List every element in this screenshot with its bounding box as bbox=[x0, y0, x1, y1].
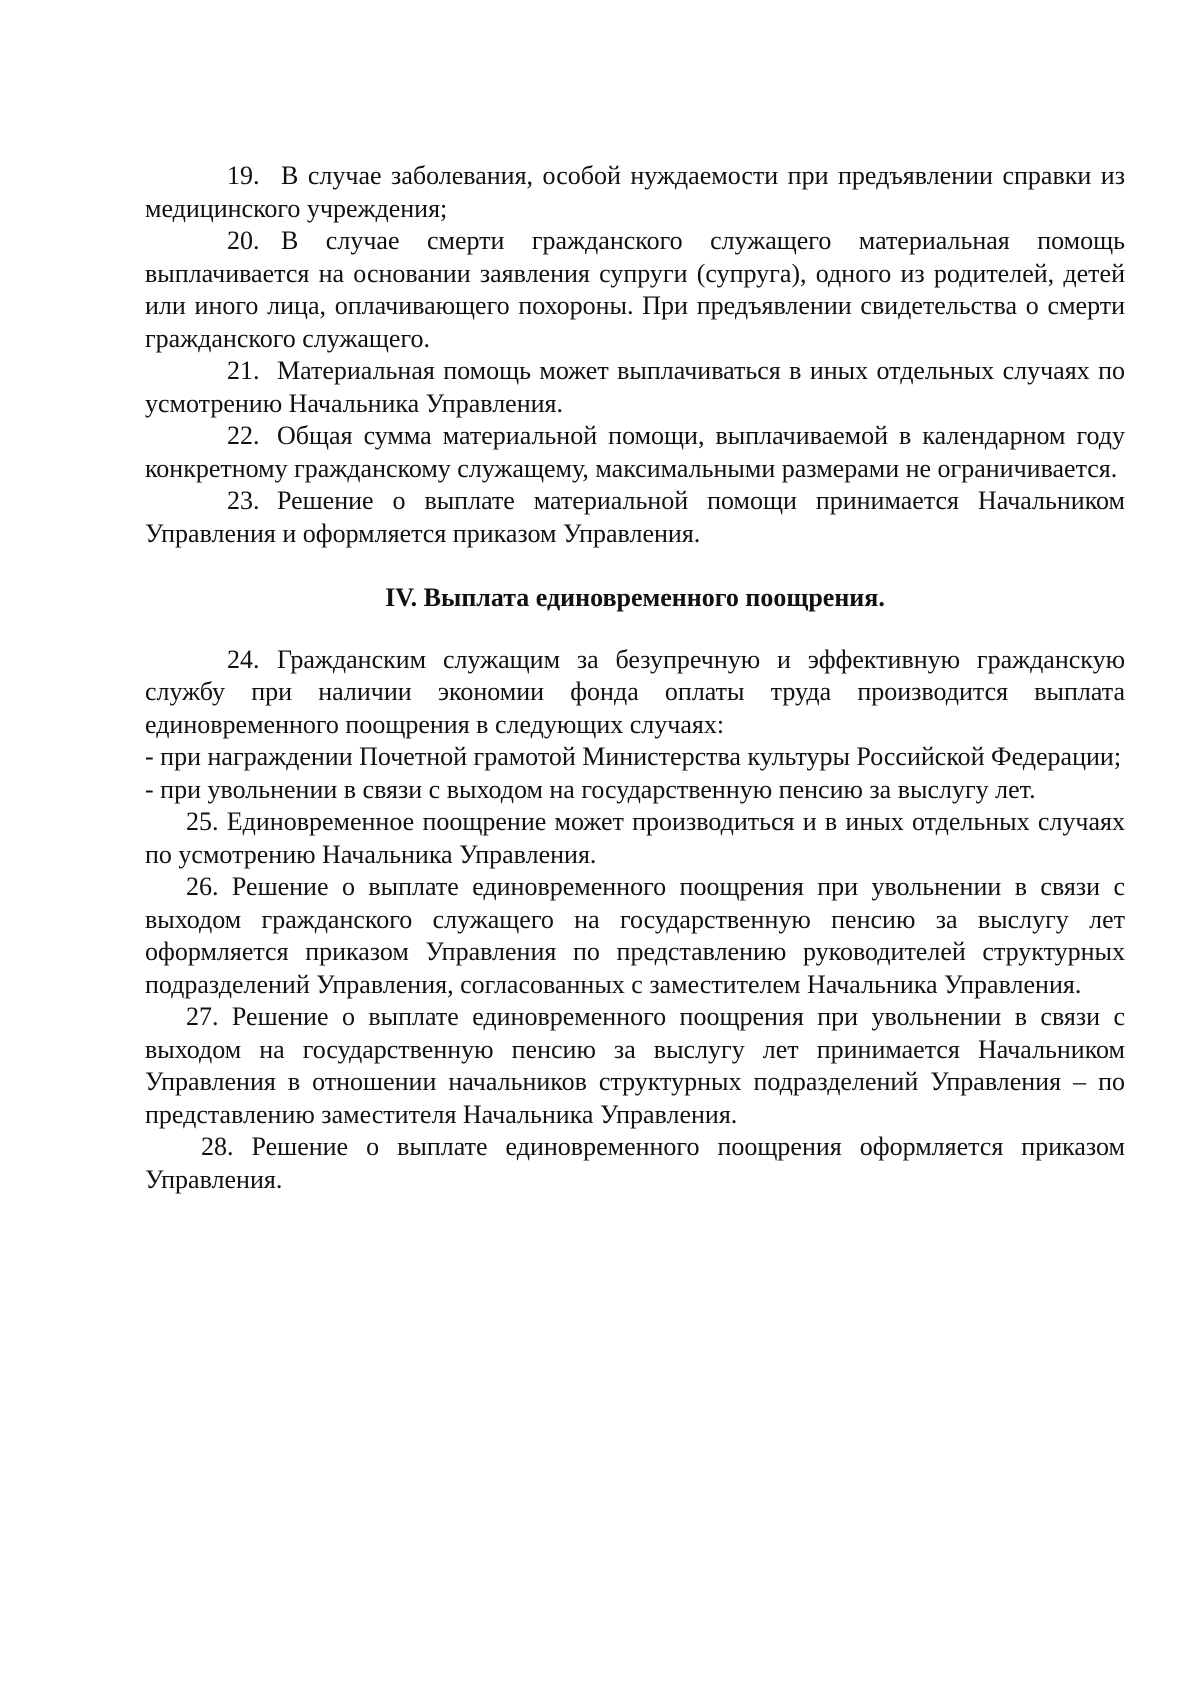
paragraph-20 bbox=[145, 225, 1125, 355]
paragraph-text: Общая сумма материальной помощи, выплачиваемой в календарном году конкретному гражданскому служащему, максимальными размерами не ограничивается. bbox=[145, 421, 1125, 483]
paragraph-28: 28. Решение о выплате единовременного поощрения оформляется приказом Управления. bbox=[145, 1132, 1125, 1194]
paragraph-24 bbox=[145, 644, 1125, 742]
paragraph-number: 20. bbox=[227, 226, 260, 255]
paragraph-number: 22. bbox=[227, 421, 260, 450]
paragraph-23 bbox=[145, 485, 1125, 550]
paragraph-number: 21. bbox=[227, 356, 260, 385]
paragraph-26: 26. Решение о выплате единовременного поощрения при увольнении в связи с выходом гражданского служащего на государственную пенсию за выслугу лет оформляется приказом Управления по представлению руководителей структурных подразделений Управления, согласованных с заместителем Начальника Управления. bbox=[145, 872, 1125, 999]
paragraph-text: В случае смерти гражданского служащего материальная помощь выплачивается на основании заявления супруги (супруга), одного из родителей, детей или иного лица, оплачивающего похороны. При предъявлении свидетельства о смерти гражданского служащего. bbox=[145, 226, 1125, 353]
paragraph-number: 23. bbox=[227, 486, 260, 515]
paragraph-text: Гражданским служащим за безупречную и эффективную гражданскую службу при наличии экономии фонда оплаты труда производится выплата единовременного поощрения в следующих случаях: bbox=[145, 644, 1125, 739]
paragraph-27: 27. Решение о выплате единовременного поощрения при увольнении в связи с выходом на государственную пенсию за выслугу лет принимается Начальником Управления в отношении начальников структурных подразделений Управления – по представлению заместителя Начальника Управления. bbox=[145, 1002, 1125, 1129]
bullet-item: - при награждении Почетной грамотой Министерства культуры Российской Федерации; bbox=[145, 742, 1122, 771]
paragraph-21 bbox=[145, 355, 1125, 420]
paragraph-number: 24. bbox=[227, 644, 260, 674]
paragraph-text: В случае заболевания, особой нуждаемости при предъявлении справки из медицинского учреждения; bbox=[145, 161, 1125, 223]
paragraph-number: 19. bbox=[227, 161, 260, 190]
paragraph-25: 25. Единовременное поощрение может производиться и в иных отдельных случаях по усмотрению Начальника Управления. bbox=[145, 807, 1125, 869]
document-body bbox=[145, 160, 1125, 1196]
paragraph-text: Решение о выплате материальной помощи принимается Начальником Управления и оформляется приказом Управления. bbox=[145, 486, 1125, 548]
bullet-item: - при увольнении в связи с выходом на государственную пенсию за выслугу лет. bbox=[145, 774, 1036, 804]
section-heading: IV. Выплата единовременного поощрения. bbox=[385, 583, 885, 612]
paragraph-22 bbox=[145, 420, 1125, 485]
paragraph-text: Материальная помощь может выплачиваться в иных отдельных случаях по усмотрению Начальника Управления. bbox=[145, 356, 1125, 418]
paragraph-19 bbox=[145, 160, 1125, 225]
